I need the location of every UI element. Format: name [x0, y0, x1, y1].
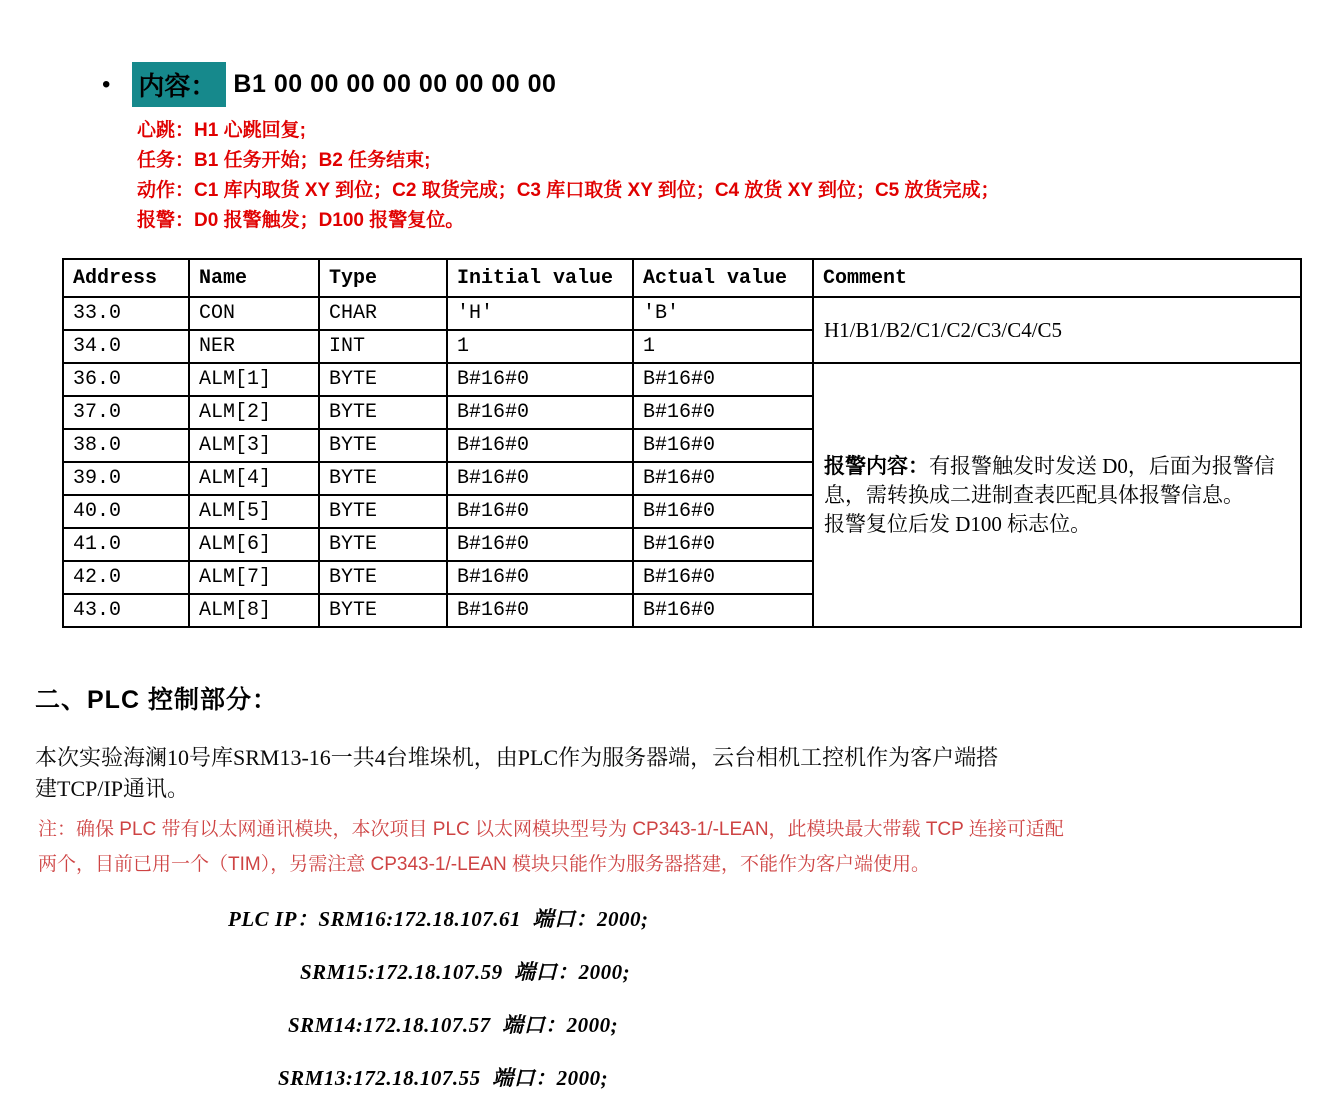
alarm-comment-text: 有报警触发时发送 D0，后面为报警信息，需转换成二进制查表匹配具体报警信息。 [824, 453, 1275, 507]
table-cell-type: BYTE [319, 462, 447, 495]
table-cell-address: 40.0 [63, 495, 189, 528]
table-cell-address: 36.0 [63, 363, 189, 396]
table-cell-initial: B#16#0 [447, 528, 633, 561]
bullet-icon: • [102, 70, 111, 98]
table-cell-type: BYTE [319, 363, 447, 396]
table-cell-type: INT [319, 330, 447, 363]
table-cell-name: ALM[5] [189, 495, 319, 528]
table-cell-actual: 'B' [633, 297, 813, 330]
table-cell-type: BYTE [319, 528, 447, 561]
plc-ip-line-srm13: SRM13:172.18.107.55 端口：2000; [278, 1066, 609, 1090]
table-cell-initial: B#16#0 [447, 429, 633, 462]
table-cell-name: ALM[4] [189, 462, 319, 495]
table-cell-name: ALM[2] [189, 396, 319, 429]
alarm-comment-line2: 报警复位后发 D100 标志位。 [824, 511, 1092, 536]
table-cell-initial: B#16#0 [447, 363, 633, 396]
table-cell-initial: 'H' [447, 297, 633, 330]
table-cell-actual: B#16#0 [633, 462, 813, 495]
section-heading: 二、PLC 控制部分： [35, 686, 278, 714]
table-cell-type: CHAR [319, 297, 447, 330]
table-cell-type: BYTE [319, 429, 447, 462]
table-cell-address: 42.0 [63, 561, 189, 594]
plc-note [38, 812, 1298, 882]
table-header-address: Address [63, 259, 189, 297]
heartbeat-definition: 心跳：H1 心跳回复; [137, 120, 306, 141]
table-cell-type: BYTE [319, 396, 447, 429]
table-cell-actual: B#16#0 [633, 594, 813, 627]
content-highlight-label: 内容： [132, 62, 226, 107]
signal-definition-block [137, 116, 1000, 236]
table-cell-actual: B#16#0 [633, 429, 813, 462]
table-row [63, 297, 1301, 330]
table-cell-initial: B#16#0 [447, 462, 633, 495]
plc-note-line: 注：确保 PLC 带有以太网通讯模块，本次项目 PLC 以太网模块型号为 CP343-1/-LEAN，此模块最大带载 TCP 连接可适配 [38, 819, 1064, 840]
plc-ip-line-srm15: SRM15:172.18.107.59 端口：2000; [300, 960, 631, 984]
table-cell-actual: B#16#0 [633, 396, 813, 429]
table-cell-initial: B#16#0 [447, 561, 633, 594]
content-bullet-item [102, 62, 556, 107]
action-definition: 动作：C1 库内取货 XY 到位；C2 取货完成；C3 库口取货 XY 到位；C4 放货 XY 到位；C5 放货完成； [137, 180, 1000, 201]
table-header-name: Name [189, 259, 319, 297]
table-cell-comment-alarm [813, 363, 1301, 627]
task-definition: 任务：B1 任务开始；B2 任务结束; [137, 150, 431, 171]
table-cell-address: 38.0 [63, 429, 189, 462]
plc-ip-line-srm16: PLC IP：SRM16:172.18.107.61 端口：2000; [228, 907, 649, 931]
body-paragraph-line: 本次实验海澜10号库SRM13-16一共4台堆垛机，由PLC作为服务器端，云台相机工控机作为客户端搭 [35, 745, 999, 770]
table-cell-name: ALM[3] [189, 429, 319, 462]
table-cell-name: NER [189, 330, 319, 363]
table-cell-initial: 1 [447, 330, 633, 363]
plc-ip-list [0, 903, 649, 1115]
table-cell-type: BYTE [319, 561, 447, 594]
plc-ip-line-srm14: SRM14:172.18.107.57 端口：2000; [288, 1013, 619, 1037]
table-header-initial-value: Initial value [447, 259, 633, 297]
content-hex-value: B1 00 00 00 00 00 00 00 00 [233, 70, 557, 98]
table-cell-name: ALM[7] [189, 561, 319, 594]
table-header-actual-value: Actual value [633, 259, 813, 297]
table-cell-initial: B#16#0 [447, 396, 633, 429]
table-header-row [63, 259, 1301, 297]
plc-signal-table [62, 258, 1302, 628]
body-paragraph [35, 742, 1115, 804]
table-cell-comment-con-ner: H1/B1/B2/C1/C2/C3/C4/C5 [813, 297, 1301, 363]
table-cell-address: 39.0 [63, 462, 189, 495]
table-header-type: Type [319, 259, 447, 297]
table-header-comment: Comment [813, 259, 1301, 297]
table-cell-actual: B#16#0 [633, 363, 813, 396]
plc-table-body [63, 297, 1301, 627]
plc-note-line: 两个，目前已用一个（TIM），另需注意 CP343-1/-LEAN 模块只能作为服务器搭建，不能作为客户端使用。 [38, 854, 931, 875]
table-cell-type: BYTE [319, 495, 447, 528]
table-cell-name: ALM[6] [189, 528, 319, 561]
table-cell-name: ALM[8] [189, 594, 319, 627]
alarm-comment-title: 报警内容： [824, 453, 929, 478]
table-cell-actual: 1 [633, 330, 813, 363]
table-cell-name: CON [189, 297, 319, 330]
table-cell-name: ALM[1] [189, 363, 319, 396]
table-row [63, 363, 1301, 396]
table-cell-address: 43.0 [63, 594, 189, 627]
table-cell-actual: B#16#0 [633, 495, 813, 528]
alarm-definition: 报警：D0 报警触发；D100 报警复位。 [137, 210, 465, 231]
table-cell-address: 37.0 [63, 396, 189, 429]
table-cell-initial: B#16#0 [447, 495, 633, 528]
table-cell-address: 33.0 [63, 297, 189, 330]
table-cell-actual: B#16#0 [633, 528, 813, 561]
table-cell-actual: B#16#0 [633, 561, 813, 594]
table-cell-address: 41.0 [63, 528, 189, 561]
body-paragraph-line: 建TCP/IP通讯。 [35, 776, 190, 801]
table-cell-address: 34.0 [63, 330, 189, 363]
table-cell-initial: B#16#0 [447, 594, 633, 627]
table-cell-type: BYTE [319, 594, 447, 627]
